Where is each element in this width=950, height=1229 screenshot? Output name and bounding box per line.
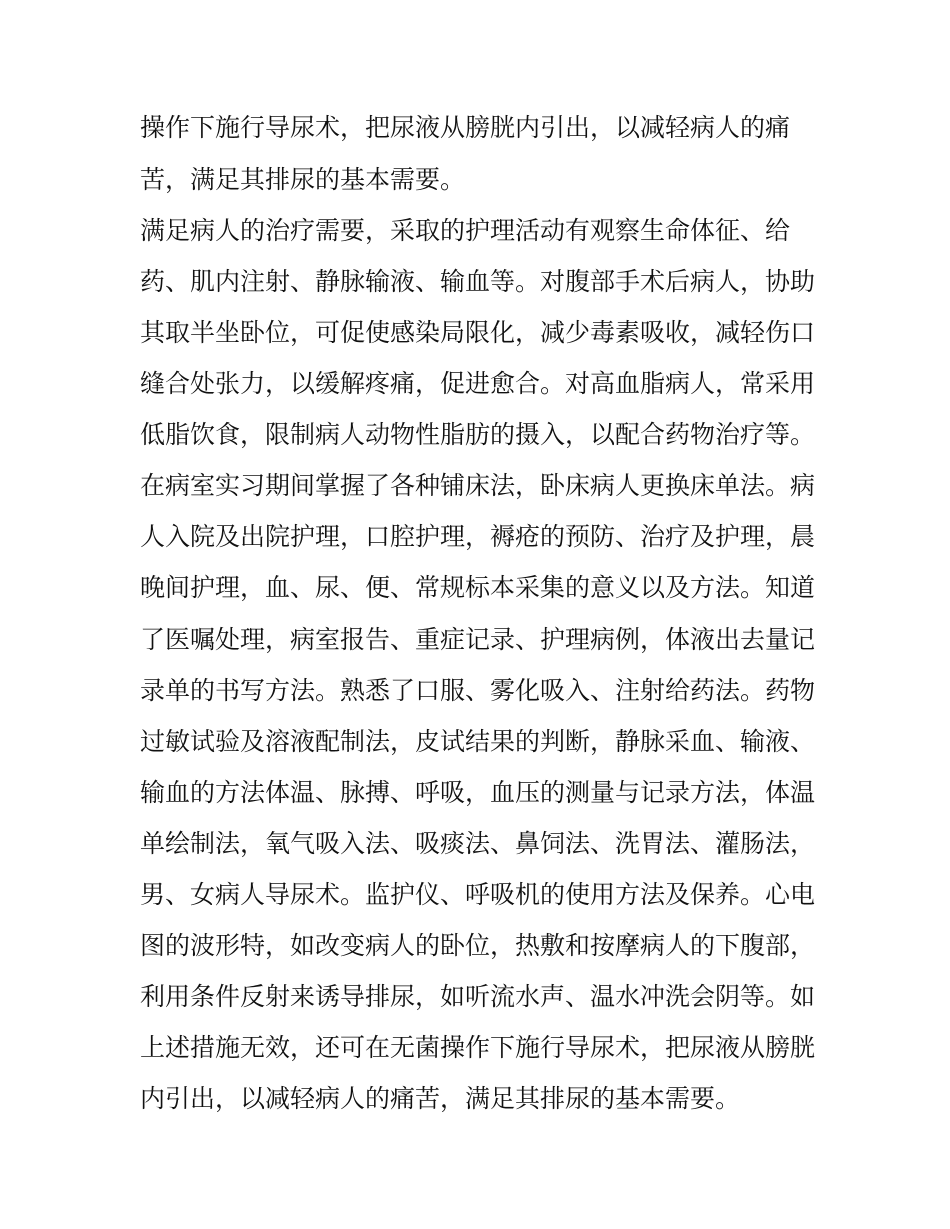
text-line: 苦，满足其排尿的基本需要。	[140, 165, 466, 194]
text-line: 录单的书写方法。熟悉了口服、雾化吸入、注射给药法。药物	[140, 676, 816, 705]
text-line: 晚间护理，血、尿、便、常规标本采集的意义以及方法。知道	[140, 573, 816, 602]
text-line: 上述措施无效，还可在无菌操作下施行导尿术，把尿液从膀胱	[140, 1033, 816, 1062]
text-line: 了医嘱处理，病室报告、重症记录、护理病例，体液出去量记	[140, 625, 816, 654]
text-line: 利用条件反射来诱导排尿，如听流水声、温水冲洗会阴等。如	[140, 982, 816, 1011]
text-line: 缝合处张力，以缓解疼痛，促进愈合。对高血脂病人，常采用	[140, 369, 816, 398]
text-line: 在病室实习期间掌握了各种铺床法，卧床病人更换床单法。病	[140, 471, 816, 500]
text-line: 过敏试验及溶液配制法，皮试结果的判断，静脉采血、输液、	[140, 727, 816, 756]
text-line: 操作下施行导尿术，把尿液从膀胱内引出，以减轻病人的痛	[140, 113, 791, 142]
text-line: 药、肌内注射、静脉输液、输血等。对腹部手术后病人，协助	[140, 267, 816, 296]
text-line: 内引出，以减轻病人的痛苦，满足其排尿的基本需要。	[140, 1084, 741, 1113]
text-line: 低脂饮食，限制病人动物性脂肪的摄入，以配合药物治疗等。	[140, 420, 816, 449]
text-line: 满足病人的治疗需要，采取的护理活动有观察生命体征、给	[140, 216, 791, 245]
text-line: 输血的方法体温、脉搏、呼吸，血压的测量与记录方法，体温	[140, 778, 816, 807]
text-line: 其取半坐卧位，可促使感染局限化，减少毒素吸收，减轻伤口	[140, 318, 816, 347]
text-line: 男、女病人导尿术。监护仪、呼吸机的使用方法及保养。心电	[140, 880, 816, 909]
text-line: 人入院及出院护理，口腔护理，褥疮的预防、治疗及护理，晨	[140, 522, 816, 551]
text-line: 单绘制法，氧气吸入法、吸痰法、鼻饲法、洗胃法、灌肠法，	[140, 829, 816, 858]
text-line: 图的波形特，如改变病人的卧位，热敷和按摩病人的下腹部，	[140, 931, 816, 960]
